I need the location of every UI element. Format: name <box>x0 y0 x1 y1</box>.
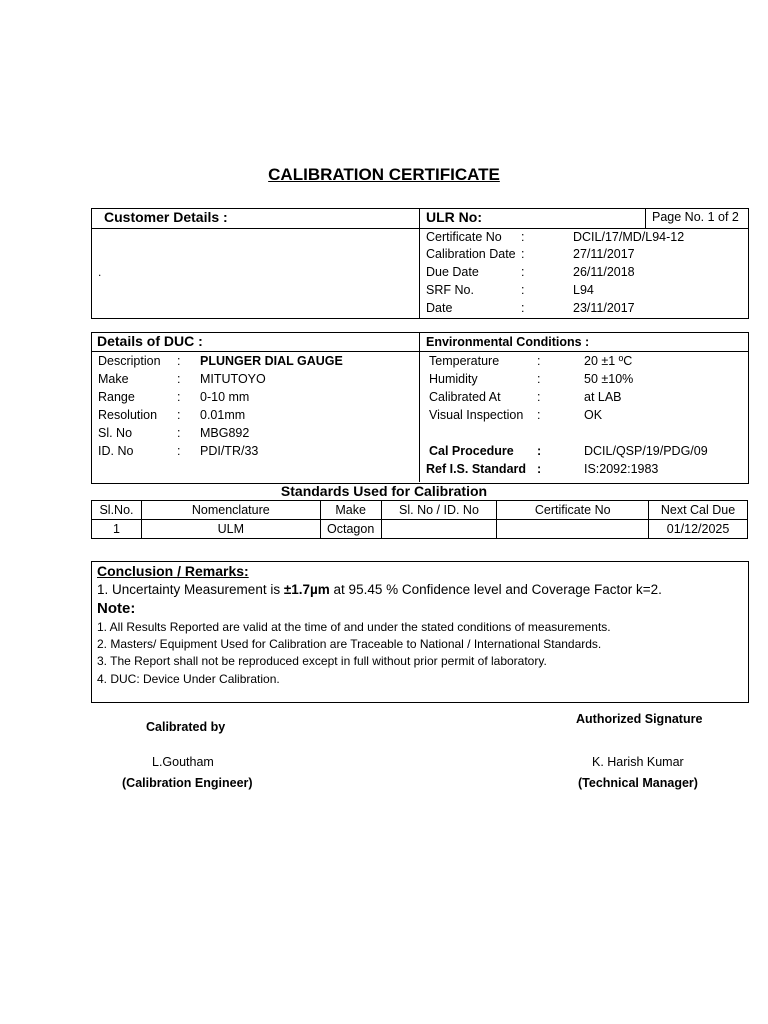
ulr-header: ULR No: <box>426 209 482 225</box>
env-row-sep: : <box>537 408 541 422</box>
ulr-row-sep: : <box>521 247 525 261</box>
note-item: 1. All Results Reported are valid at the time of and under the stated conditions of measurements. <box>97 620 611 634</box>
uncertainty-prefix: 1. Uncertainty Measurement is <box>97 582 284 597</box>
ulr-row-label: Certificate No <box>426 230 502 244</box>
column-header: Make <box>320 501 381 520</box>
duc-row-value: MITUTOYO <box>200 372 266 386</box>
authorized-signature-role: (Technical Manager) <box>578 776 698 790</box>
duc-row-sep: : <box>177 426 181 440</box>
table-header-row <box>92 501 748 520</box>
table-cell: 01/12/2025 <box>649 520 748 539</box>
duc-env-divider <box>419 332 420 482</box>
env-row-label: Humidity <box>429 372 478 386</box>
standards-title: Standards Used for Calibration <box>280 483 488 499</box>
calibrated-by-label: Calibrated by <box>146 720 226 734</box>
table-cell <box>497 520 649 539</box>
env-row-value: at LAB <box>584 390 622 404</box>
page-number: Page No. 1 of 2 <box>652 210 739 224</box>
cal-procedure-label: Cal Procedure <box>429 444 514 458</box>
column-header: Sl.No. <box>92 501 142 520</box>
table-cell <box>381 520 497 539</box>
cal-procedure-value: DCIL/QSP/19/PDG/09 <box>584 444 708 458</box>
uncertainty-suffix: at 95.45 % Confidence level and Coverage Factor k=2. <box>329 582 662 597</box>
duc-row-value: 0-10 mm <box>200 390 250 404</box>
ulr-row-value: 23/11/2017 <box>573 301 635 315</box>
calibrated-by-name: L.Goutham <box>152 755 214 769</box>
standards-table <box>91 500 748 539</box>
ulr-row-sep: : <box>521 283 525 297</box>
certificate-title: CALIBRATION CERTIFICATE <box>268 165 500 184</box>
conclusion-header: Conclusion / Remarks: <box>97 563 249 579</box>
duc-header: Details of DUC : <box>97 333 203 349</box>
ulr-row-sep: : <box>521 301 525 315</box>
duc-row-value: PDI/TR/33 <box>200 444 259 458</box>
note-item: 2. Masters/ Equipment Used for Calibration are Traceable to National / International Standards. <box>97 637 602 651</box>
ulr-row-label: Calibration Date <box>426 247 516 261</box>
duc-row-value: 0.01mm <box>200 408 246 422</box>
env-row-sep: : <box>537 390 541 404</box>
env-header: Environmental Conditions : <box>426 335 590 349</box>
note-item: 3. The Report shall not be reproduced except in full without prior permit of laboratory. <box>97 654 547 668</box>
duc-row-label: Sl. No <box>98 426 133 440</box>
customer-details-body: . <box>98 265 102 279</box>
ulr-row-value: L94 <box>573 283 594 297</box>
duc-row-sep: : <box>177 390 181 404</box>
duc-row-label: ID. No <box>98 444 134 458</box>
duc-row-label: Make <box>98 372 129 386</box>
ulr-row-value: 26/11/2018 <box>573 265 635 279</box>
duc-row-value: MBG892 <box>200 426 250 440</box>
authorized-signature-name: K. Harish Kumar <box>592 755 684 769</box>
note-item: 4. DUC: Device Under Calibration. <box>97 672 280 686</box>
duc-header-underline <box>91 351 748 352</box>
ulr-divider <box>419 208 420 318</box>
env-row-value: 50 ±10% <box>584 372 634 386</box>
env-row-value: 20 ±1 ºC <box>584 354 633 368</box>
column-header: Next Cal Due <box>649 501 748 520</box>
env-row-sep: : <box>537 354 541 368</box>
ulr-row-label: Date <box>426 301 453 315</box>
duc-row-label: Resolution <box>98 408 158 422</box>
table-cell: 1 <box>92 520 142 539</box>
uncertainty-value: ±1.7µm <box>283 582 330 597</box>
env-row-value: OK <box>584 408 603 422</box>
duc-row-label: Range <box>98 390 135 404</box>
ref-standard-label: Ref I.S. Standard <box>426 462 527 476</box>
ulr-row-label: SRF No. <box>426 283 474 297</box>
env-row-label: Visual Inspection <box>429 408 524 422</box>
ulr-row-value: 27/11/2017 <box>573 247 635 261</box>
duc-row-sep: : <box>177 372 181 386</box>
env-row-label: Calibrated At <box>429 390 501 404</box>
ref-standard-sep: : <box>537 462 542 476</box>
header-underline <box>91 228 748 229</box>
duc-row-label: Description <box>98 354 161 368</box>
note-header: Note: <box>97 600 136 617</box>
duc-row-sep: : <box>177 354 181 368</box>
calibrated-by-role: (Calibration Engineer) <box>122 776 253 790</box>
env-row-label: Temperature <box>429 354 500 368</box>
ref-standard-value: IS:2092:1983 <box>584 462 659 476</box>
column-header: Nomenclature <box>141 501 320 520</box>
ulr-row-sep: : <box>521 265 525 279</box>
table-cell: ULM <box>141 520 320 539</box>
duc-row-sep: : <box>177 444 181 458</box>
ulr-row-value: DCIL/17/MD/L94-12 <box>573 230 685 244</box>
duc-row-sep: : <box>177 408 181 422</box>
env-row-sep: : <box>537 372 541 386</box>
column-header: Sl. No / ID. No <box>381 501 497 520</box>
ulr-row-label: Due Date <box>426 265 479 279</box>
table-cell: Octagon <box>320 520 381 539</box>
ulr-row-sep: : <box>521 230 525 244</box>
duc-row-value: PLUNGER DIAL GAUGE <box>200 354 343 368</box>
column-header: Certificate No <box>497 501 649 520</box>
customer-details-header: Customer Details : <box>104 209 228 225</box>
cal-procedure-sep: : <box>537 444 542 458</box>
table-row <box>92 520 748 539</box>
authorized-signature-label: Authorized Signature <box>576 712 703 726</box>
page-divider <box>645 208 646 228</box>
uncertainty-line <box>97 582 662 597</box>
